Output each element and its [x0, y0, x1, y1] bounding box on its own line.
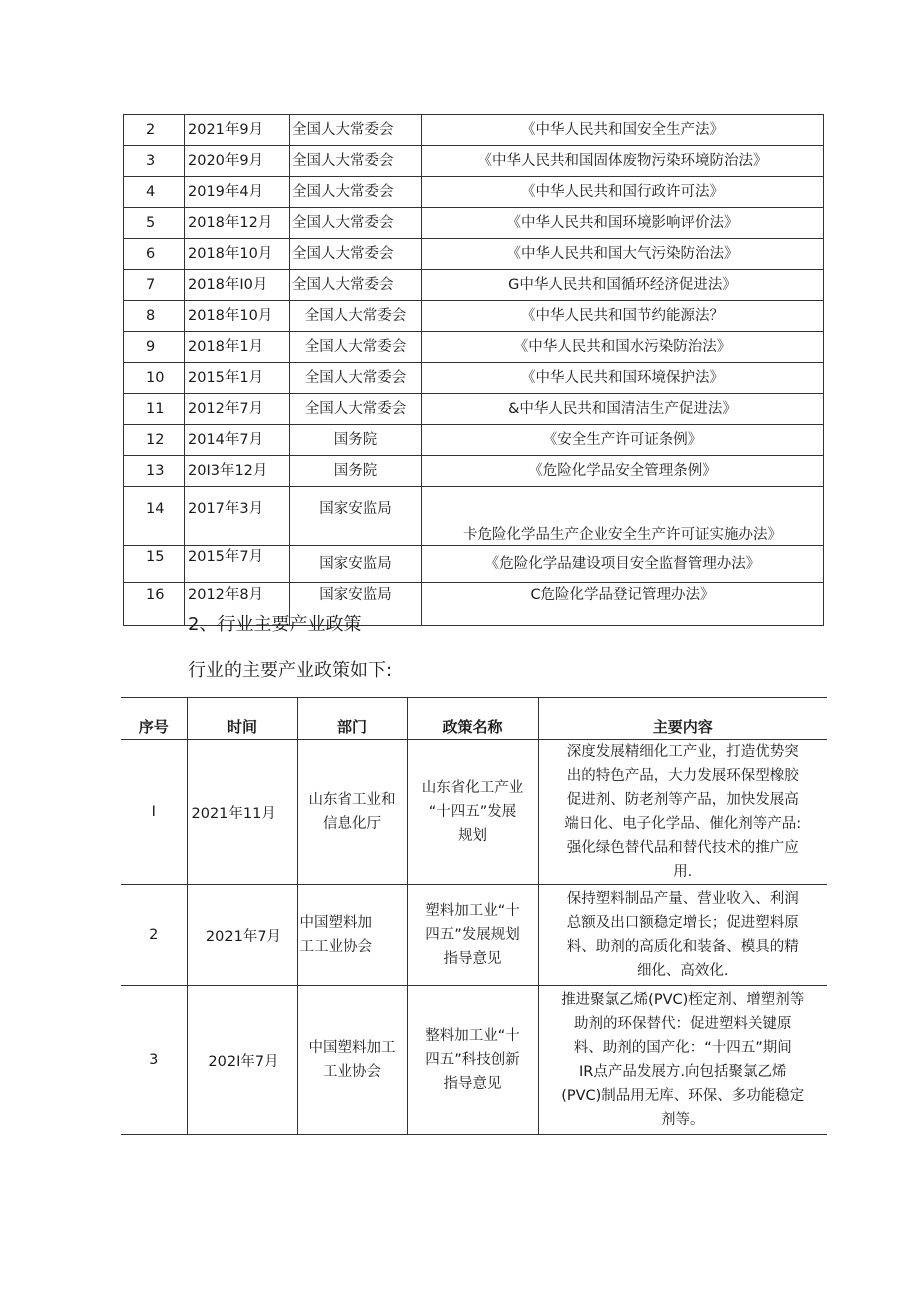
row-dept: 全国人大常委会: [290, 239, 422, 270]
row-date: 2015年1月: [185, 363, 290, 394]
row-dept: 国务院: [290, 425, 422, 456]
row-number: 9: [124, 332, 185, 363]
row-number: 8: [124, 301, 185, 332]
row-date: 202I年7月: [187, 986, 297, 1135]
row-law: 《危险化学品安全管理条例》: [422, 456, 824, 487]
intro-text: 行业的主要产业政策如下:: [188, 660, 393, 681]
row-content: 深度发展精细化工产业，打造优势突 出的特色产品，大力发展环保型橡胶 促进剂、防老剂等产品，加快发展高 端日化、电子化学品、催化剂等产品: 强化绿色替代品和替代技术的推广应 用.: [538, 740, 827, 885]
row-policy: 塑料加工业“十 四五”发展规划 指导意见: [407, 885, 538, 986]
row-law: C危险化学品登记管理办法》: [422, 583, 824, 626]
table-row: [124, 146, 824, 177]
row-number: 13: [124, 456, 185, 487]
table-row: [121, 986, 827, 1135]
header-date: 时间: [187, 698, 297, 740]
table-row: [124, 363, 824, 394]
row-dept: 全国人大常委会: [290, 146, 422, 177]
table-row: [124, 208, 824, 239]
row-date: 2012年8月: [185, 583, 290, 626]
laws-table: [123, 114, 824, 626]
row-dept: 全国人大常委会: [290, 115, 422, 146]
row-number: 12: [124, 425, 185, 456]
row-law: 《中华人民共和国安全生产法》: [422, 115, 824, 146]
row-date: 2019年4月: [185, 177, 290, 208]
table-row: [124, 332, 824, 363]
row-number: 10: [124, 363, 185, 394]
row-law: 《中华人民共和国环境保护法》: [422, 363, 824, 394]
row-dept: 全国人大常委会: [290, 270, 422, 301]
row-dept: 国务院: [290, 456, 422, 487]
header-no: 序号: [121, 698, 187, 740]
row-number: 6: [124, 239, 185, 270]
row-law: &中华人民共和国清洁生产促进法》: [422, 394, 824, 425]
table-row: [124, 394, 824, 425]
row-dept: 国家安监局: [290, 487, 422, 546]
table-row: [124, 425, 824, 456]
table-row: [124, 270, 824, 301]
row-content: 保持塑料制品产量、营业收入、利润 总额及出口额稳定增长；促进塑料原 料、助剂的高质化和装备、模具的精 细化、高效化.: [538, 885, 827, 986]
row-policy: 整料加工业“十 四五”科技创新 指导意见: [407, 986, 538, 1135]
table-row: [124, 177, 824, 208]
row-dept: 全国人大常委会: [290, 177, 422, 208]
row-number: 3: [121, 986, 187, 1135]
row-date: 2018年I0月: [185, 270, 290, 301]
row-number: 14: [124, 487, 185, 546]
row-law: 《中华人民共和国水污染防治法》: [422, 332, 824, 363]
section-heading: 2、行业主要产业政策: [188, 614, 362, 635]
row-date: 2012年7月: [185, 394, 290, 425]
row-dept: 国家安监局: [290, 546, 422, 583]
row-policy: 山东省化工产业 “十四五”发展 规划: [407, 740, 538, 885]
row-dept: 全国人大常委会: [290, 363, 422, 394]
row-law: G中华人民共和国循环经济促进法》: [422, 270, 824, 301]
row-law: 《中华人民共和国环境影响评价法》: [422, 208, 824, 239]
row-date: 2021年7月: [187, 885, 297, 986]
row-number: 5: [124, 208, 185, 239]
row-number: 3: [124, 146, 185, 177]
table-row: [124, 115, 824, 146]
row-number: 4: [124, 177, 185, 208]
row-number: 15: [124, 546, 185, 583]
row-date: 2018年12月: [185, 208, 290, 239]
row-content: 推进聚氯乙烯(PVC)桎定剂、增塑剂等 助剂的环保替代：促进塑料关键原 料、助剂的国产化：“十四五”期间 IR点产品发展方.向包括聚氯乙烯 (PVC)制品用无库、环保、多功能稳定 剂等。: [538, 986, 827, 1135]
row-law: 《中华人民共和国大气污染防治法》: [422, 239, 824, 270]
row-dept: 国家安监局: [290, 583, 422, 626]
row-law: 《危险化学品建设项目安全监督管理办法》: [422, 546, 824, 583]
table-row: [124, 487, 824, 546]
row-dept: 全国人大常委会: [290, 332, 422, 363]
row-date: 2018年1月: [185, 332, 290, 363]
table-row: [124, 456, 824, 487]
row-number: 11: [124, 394, 185, 425]
row-date: 2021年11月: [187, 740, 297, 885]
row-law: 卡危险化学品生产企业安全生产许可证实施办法》: [422, 487, 824, 546]
row-date: 20I3年12月: [185, 456, 290, 487]
row-date: 2017年3月: [185, 487, 290, 546]
row-number: 16: [124, 583, 185, 626]
table-header-row: [121, 698, 827, 740]
table-row: [124, 301, 824, 332]
header-dept: 部门: [297, 698, 407, 740]
row-dept: 全国人大常委会: [290, 208, 422, 239]
row-law: 《中华人民共和国固体废物污染环境防治法》: [422, 146, 824, 177]
row-law: 《安全生产许可证条例》: [422, 425, 824, 456]
row-date: 2020年9月: [185, 146, 290, 177]
header-policy: 政策名称: [407, 698, 538, 740]
table-row: [121, 740, 827, 885]
table-row: [124, 546, 824, 583]
row-number: 2: [121, 885, 187, 986]
row-number: I: [121, 740, 187, 885]
table-row: [124, 239, 824, 270]
row-dept: 全国人大常委会: [290, 394, 422, 425]
row-law: 《中华人民共和国行政许可法》: [422, 177, 824, 208]
row-dept: 中国塑料加 工工业协会: [297, 885, 407, 986]
row-dept: 山东省工业和 信息化厅: [297, 740, 407, 885]
row-number: 7: [124, 270, 185, 301]
row-date: 2018年10月: [185, 239, 290, 270]
row-date: 2014年7月: [185, 425, 290, 456]
row-number: 2: [124, 115, 185, 146]
row-date: 2015年7月: [185, 546, 290, 583]
table-row: [121, 885, 827, 986]
row-dept: 中国塑料加工 工业协会: [297, 986, 407, 1135]
row-date: 2021年9月: [185, 115, 290, 146]
policy-table: [121, 697, 827, 1135]
row-dept: 全国人大常委会: [290, 301, 422, 332]
row-law: 《中华人民共和国节约能源法？: [422, 301, 824, 332]
row-date: 2018年10月: [185, 301, 290, 332]
header-content: 主要内容: [538, 698, 827, 740]
